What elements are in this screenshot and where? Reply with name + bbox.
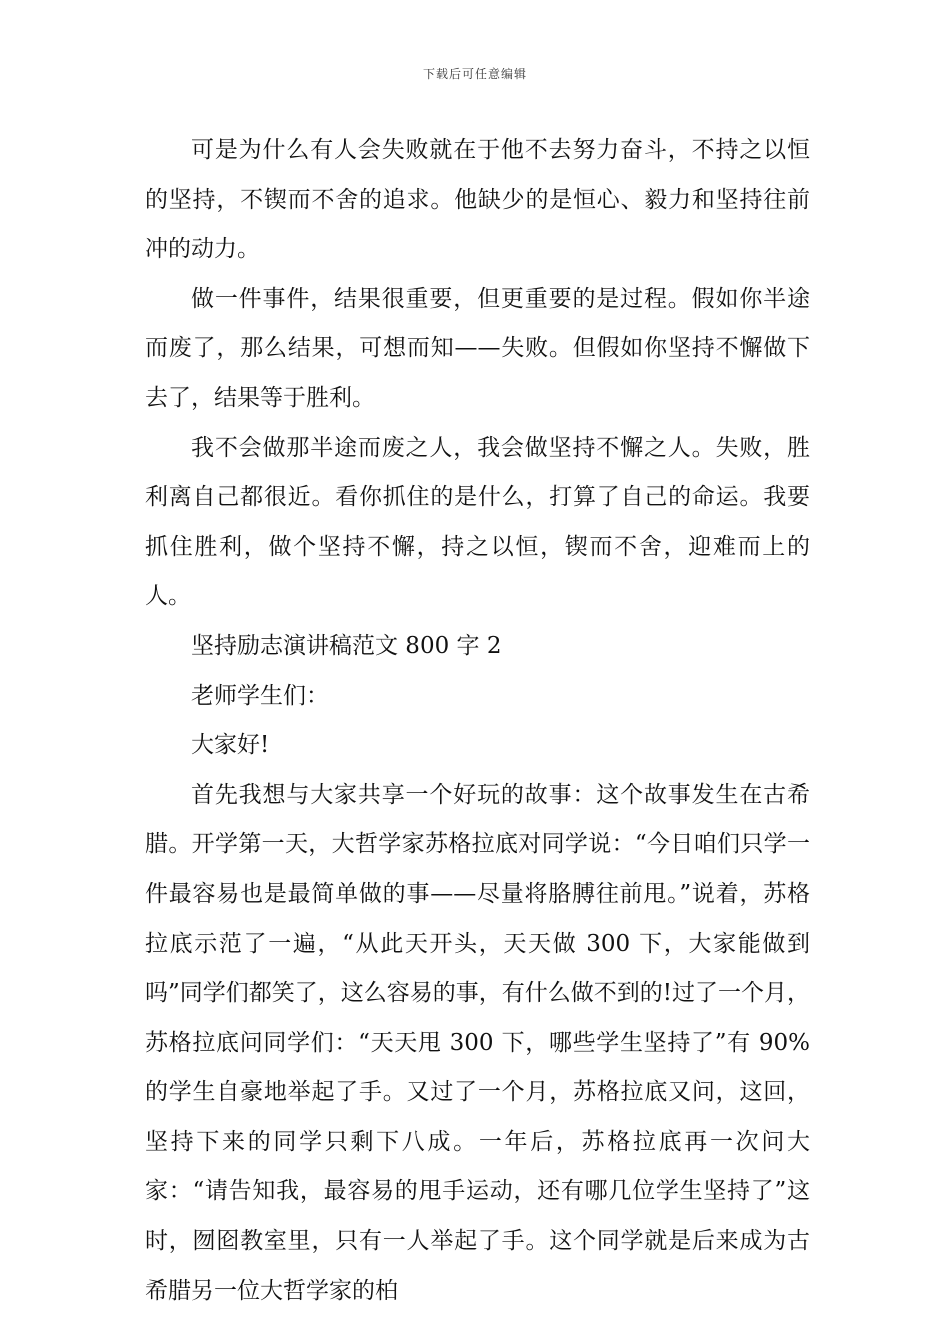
greeting: 大家好! — [191, 732, 270, 759]
document-body — [145, 126, 810, 1316]
salutation: 老师学生们： — [191, 682, 329, 709]
paragraph-socrates-story: 首先我想与大家共享一个好玩的故事：这个故事发生在古希腊。开学第一天，大哲学家苏格拉底对同学说：“今日咱们只学一件最容易也是最简单做的事——尽量将胳膊往前甩。”说着，苏格拉底示范了一遍，“从此天开头，天天做 300 下，大家能做到吗”同学们都笑了，这么容易的事，有什么做不到的!过了一个月，苏格拉底问同学们：“天天甩 300 下，哪些学生坚持了”有 90%的学生自豪地举起了手。又过了一个月，苏格拉底又问，这回，坚持下来的同学只剩下八成。一年后，苏格拉底再一次问大家：“请告知我，最容易的甩手运动，还有哪几位学生坚持了”这时，囫囵教室里，只有一人举起了手。这个同学就是后来成为古希腊另一位大哲学家的柏 — [145, 781, 811, 1304]
paragraph-failure-reason: 可是为什么有人会失败就在于他不去努力奋斗，不持之以恒的坚持，不锲而不舍的追求。他缺少的是恒心、毅力和坚持往前冲的动力。 — [145, 137, 810, 263]
section-title: 坚持励志演讲稿范文 800 字 2 — [191, 632, 502, 659]
paragraph-persistence-choice: 我不会做那半途而废之人，我会做坚持不懈之人。失败，胜利离自己都很近。看你抓住的是什么，打算了自己的命运。我要抓住胜利，做个坚持不懈，持之以恒，锲而不舍，迎难而上的人。 — [145, 434, 810, 610]
page-header-note: 下载后可任意编辑 — [422, 67, 527, 81]
paragraph-process-matters: 做一件事件，结果很重要，但更重要的是过程。假如你半途而废了，那么结果，可想而知——失败。但假如你坚持不懈做下去了，结果等于胜利。 — [145, 285, 810, 411]
